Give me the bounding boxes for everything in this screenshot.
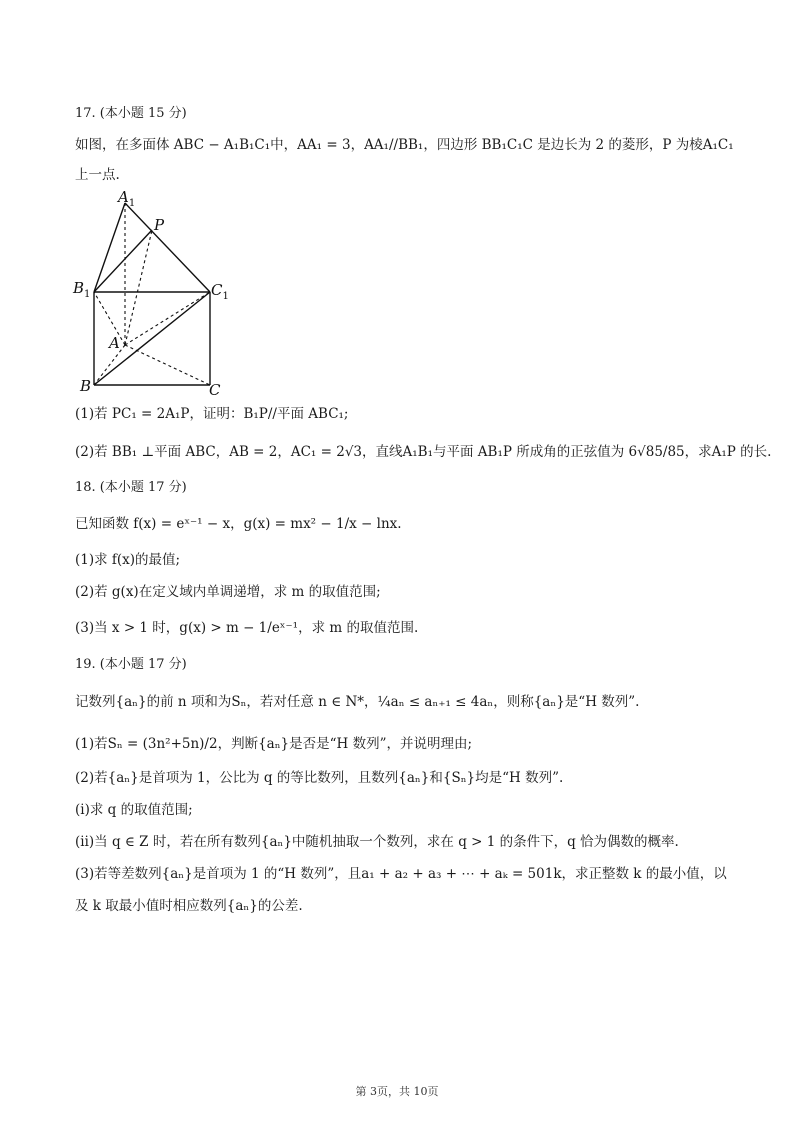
problem-19-q2: (2)若{aₙ}是首项为 1，公比为 q 的等比数列，且数列{aₙ}和{Sₙ}均是“H 数列”. [75, 770, 564, 786]
problem-18-q2: (2)若 g(x)在定义域内单调递增，求 m 的取值范围; [75, 584, 381, 600]
problem-19-q2-ii: (ⅱ)当 q ∈ Z 时，若在所有数列{aₙ}中随机抽取一个数列，求在 q > 1 的条件下，q 恰为偶数的概率. [75, 834, 679, 850]
problem-19-q3: (3)若等差数列{aₙ}是首项为 1 的“H 数列”，且a₁ + a₂ + a₃ + ⋯ + aₖ = 501k，求正整数 k 的最小值，以 [75, 866, 727, 882]
problem-17-stem-cont: 上一点. [75, 167, 120, 183]
label-a: A [109, 334, 120, 352]
problem-19-q2-i: (ⅰ)求 q 的取值范围; [75, 802, 193, 818]
label-b: B [80, 377, 92, 395]
problem-19-heading: 19. (本小题 17 分) [75, 657, 187, 672]
problem-17-q1: (1)若 PC₁ = 2A₁P，证明：B₁P//平面 ABC₁; [75, 406, 349, 422]
problem-17-stem: 如图，在多面体 ABC − A₁B₁C₁中，AA₁ = 3，AA₁//BB₁，四边形 BB₁C₁C 是边长为 2 的菱形，P 为棱A₁C₁ [75, 137, 734, 153]
problem-18-heading: 18. (本小题 17 分) [75, 480, 187, 495]
label-a1: $A_1$ [118, 190, 136, 209]
problem-18-q3: (3)当 x > 1 时，g(x) > m − 1/eˣ⁻¹，求 m 的取值范围. [75, 620, 419, 636]
problem-18-q1: (1)求 f(x)的最值; [75, 552, 181, 568]
label-c1: $C_1$ [211, 281, 229, 302]
label-p: P [154, 216, 165, 234]
problem-19-q1: (1)若Sₙ = (3n²+5n)/2，判断{aₙ}是否是“H 数列”，并说明理由; [75, 736, 473, 752]
polyhedron-figure [70, 190, 240, 405]
page-footer: 第 3页，共 10页 [355, 1085, 439, 1098]
problem-18-stem: 已知函数 f(x) = eˣ⁻¹ − x，g(x) = mx² − 1/x − lnx. [75, 516, 402, 532]
problem-17-heading: 17. (本小题 15 分) [75, 106, 187, 121]
problem-17-q2: (2)若 BB₁ ⊥平面 ABC，AB = 2，AC₁ = 2√3，直线A₁B₁与平面 AB₁P 所成角的正弦值为 6√85/85，求A₁P 的长. [75, 444, 772, 460]
label-c: C [209, 381, 221, 399]
problem-19-q3-cont: 及 k 取最小值时相应数列{aₙ}的公差. [75, 898, 303, 914]
problem-19-stem: 记数列{aₙ}的前 n 项和为Sₙ，若对任意 n ∈ N*，¼aₙ ≤ aₙ₊₁ ≤ 4aₙ，则称{aₙ}是“H 数列”. [75, 694, 640, 710]
label-b1: $B_1$ [73, 279, 91, 300]
